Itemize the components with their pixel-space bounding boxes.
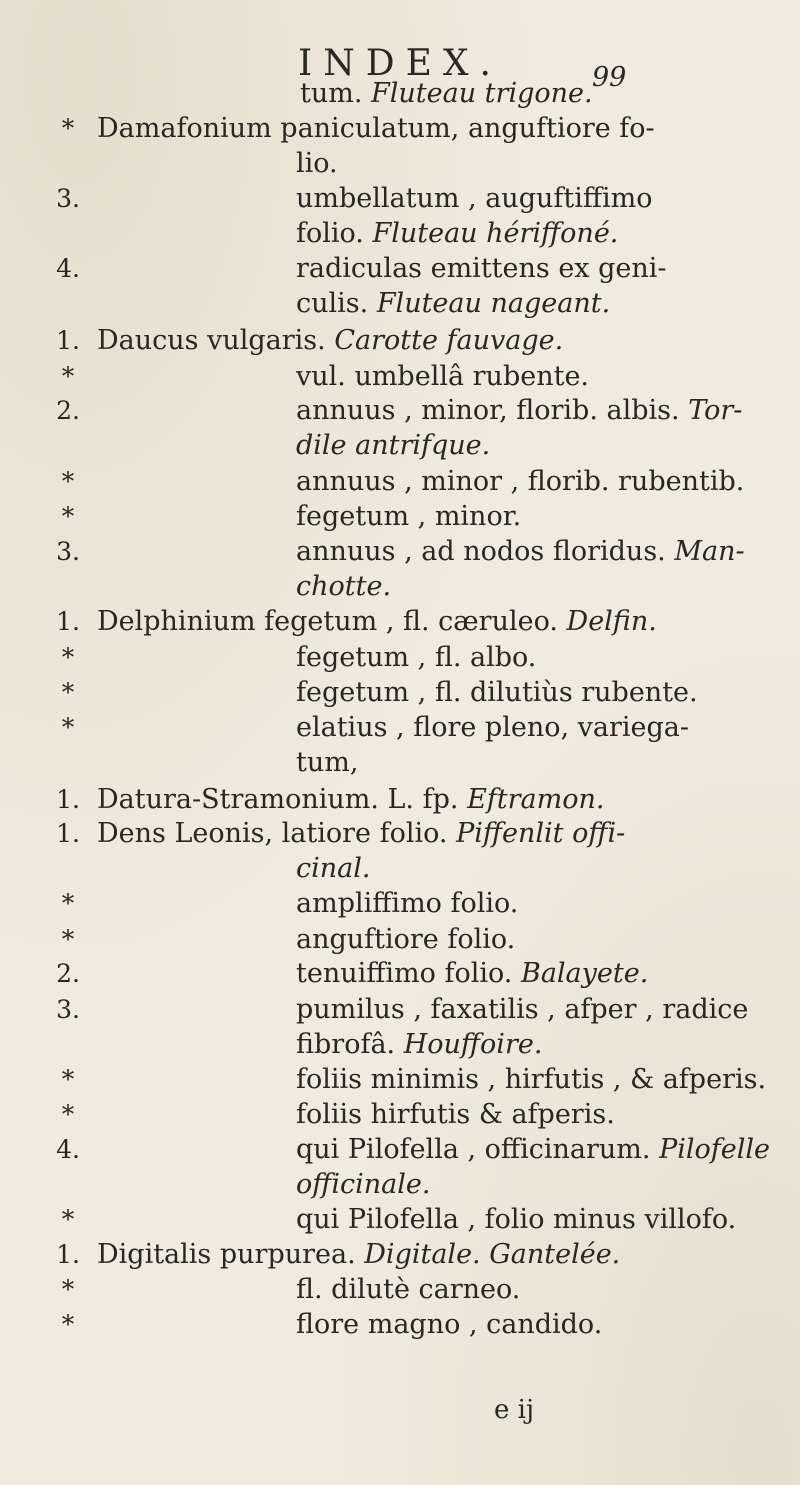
entry-marker: * <box>61 925 75 954</box>
entry-latin: qui Pilofella , officinarum. <box>296 1134 651 1165</box>
entry-marker: * <box>61 1100 75 1129</box>
entry-latin: annuus , minor, florib. albis. <box>296 395 680 426</box>
entry-marker: * <box>61 643 75 672</box>
entry-marker: 4. <box>56 1135 80 1164</box>
entry-latin: vul. umbellâ rubente. <box>296 361 590 392</box>
entry-latin: umbellatum , auguftiffimo <box>296 183 653 214</box>
entry-latin: anguftiore folio. <box>296 924 516 955</box>
entry-latin: lio. <box>296 148 338 179</box>
entry-french-name: Piffenlit offi- <box>456 818 626 849</box>
entry-french-name: dile antrifque. <box>296 430 491 461</box>
entry-french-name: Pilofelle <box>659 1134 770 1165</box>
index-line <box>0 742 800 784</box>
entry-latin: fl. dilutè carneo. <box>296 1274 521 1305</box>
entry-french-name: Fluteau hériffoné. <box>372 218 619 249</box>
entry-text <box>296 283 610 325</box>
entry-latin: tum. <box>300 78 363 109</box>
entry-latin: fegetum , minor. <box>296 501 522 532</box>
entry-marker: 1. <box>56 326 80 355</box>
entry-marker: 1. <box>56 819 80 848</box>
entry-marker: * <box>61 1065 75 1094</box>
entry-marker: 3. <box>56 537 80 566</box>
entry-latin: annuus , minor , florib. rubentib. <box>296 466 745 497</box>
entry-latin: Damafonium paniculatum, anguftiore fo- <box>97 113 655 144</box>
entry-marker: * <box>61 467 75 496</box>
entry-text <box>296 1304 602 1346</box>
entry-latin: Digitalis purpurea. <box>97 1239 356 1270</box>
entry-latin: fegetum , fl. dilutiùs rubente. <box>296 677 698 708</box>
entry-marker: 1. <box>56 785 80 814</box>
entry-marker: * <box>61 713 75 742</box>
entry-latin: qui Pilofella , folio minus villofo. <box>296 1204 737 1235</box>
entry-french-name: Fluteau trigone. <box>371 78 593 109</box>
entry-marker: 3. <box>56 995 80 1024</box>
entry-marker: 2. <box>56 396 80 425</box>
entry-french-name: Digitale. Gantelée. <box>364 1239 621 1270</box>
index-line <box>0 1304 800 1346</box>
entry-marker: 1. <box>56 1240 80 1269</box>
page-number: 99 <box>592 62 627 93</box>
entry-french-name: cinal. <box>296 853 371 884</box>
entry-latin: fibrofâ. <box>296 1029 396 1060</box>
entry-latin: Daucus vulgaris. <box>97 325 326 356</box>
entry-latin: tum, <box>296 747 359 778</box>
entry-latin: tenuiffimo folio. <box>296 958 513 989</box>
entry-latin: folio. <box>296 218 364 249</box>
entry-marker: * <box>61 1205 75 1234</box>
entry-marker: * <box>61 1275 75 1304</box>
catchword: e ij <box>494 1395 535 1425</box>
entry-french-name: Man- <box>674 536 745 567</box>
entry-french-name: Balayete. <box>520 958 649 989</box>
entry-marker: * <box>61 678 75 707</box>
entry-french-name: Delfin. <box>566 606 657 637</box>
entry-marker: * <box>61 362 75 391</box>
entry-latin: Datura-Stramonium. L. fp. <box>97 784 459 815</box>
entry-marker: * <box>61 1310 75 1339</box>
entry-latin: radiculas emittens ex geni- <box>296 253 667 284</box>
entry-french-name: officinale. <box>296 1169 431 1200</box>
entry-french-name: Carotte fauvage. <box>334 325 564 356</box>
entry-latin: ampliffimo folio. <box>296 888 519 919</box>
entry-french-name: Houffoire. <box>403 1029 543 1060</box>
entry-latin: foliis minimis , hirfutis , & afperis. <box>296 1064 767 1095</box>
entry-latin: Delphinium fegetum , fl. cæruleo. <box>97 606 558 637</box>
entry-marker: 2. <box>56 959 80 988</box>
entry-marker: 3. <box>56 184 80 213</box>
entry-latin: fegetum , fl. albo. <box>296 642 537 673</box>
entry-latin: pumilus , faxatilis , afper , radice <box>296 994 749 1025</box>
entry-latin: annuus , ad nodos floridus. <box>296 536 666 567</box>
entry-latin: culis. <box>296 288 369 319</box>
entry-latin: flore magno , candido. <box>296 1309 603 1340</box>
entry-marker: * <box>61 502 75 531</box>
entry-french-name: Eftramon. <box>467 784 605 815</box>
entry-french-name: Tor- <box>688 395 743 426</box>
entry-text <box>296 742 358 784</box>
entry-latin: foliis hirfutis & afperis. <box>296 1099 615 1130</box>
entry-marker: 1. <box>56 607 80 636</box>
entry-marker: * <box>61 114 75 143</box>
entry-french-name: Fluteau nageant. <box>376 288 611 319</box>
entry-latin: elatius , flore pleno, variega- <box>296 712 690 743</box>
entry-marker: * <box>61 889 75 918</box>
entry-french-name: chotte. <box>296 571 392 602</box>
entry-marker: 4. <box>56 254 80 283</box>
page-title: INDEX. <box>298 43 502 84</box>
index-line <box>0 283 800 325</box>
entry-latin: Dens Leonis, latiore folio. <box>97 818 448 849</box>
